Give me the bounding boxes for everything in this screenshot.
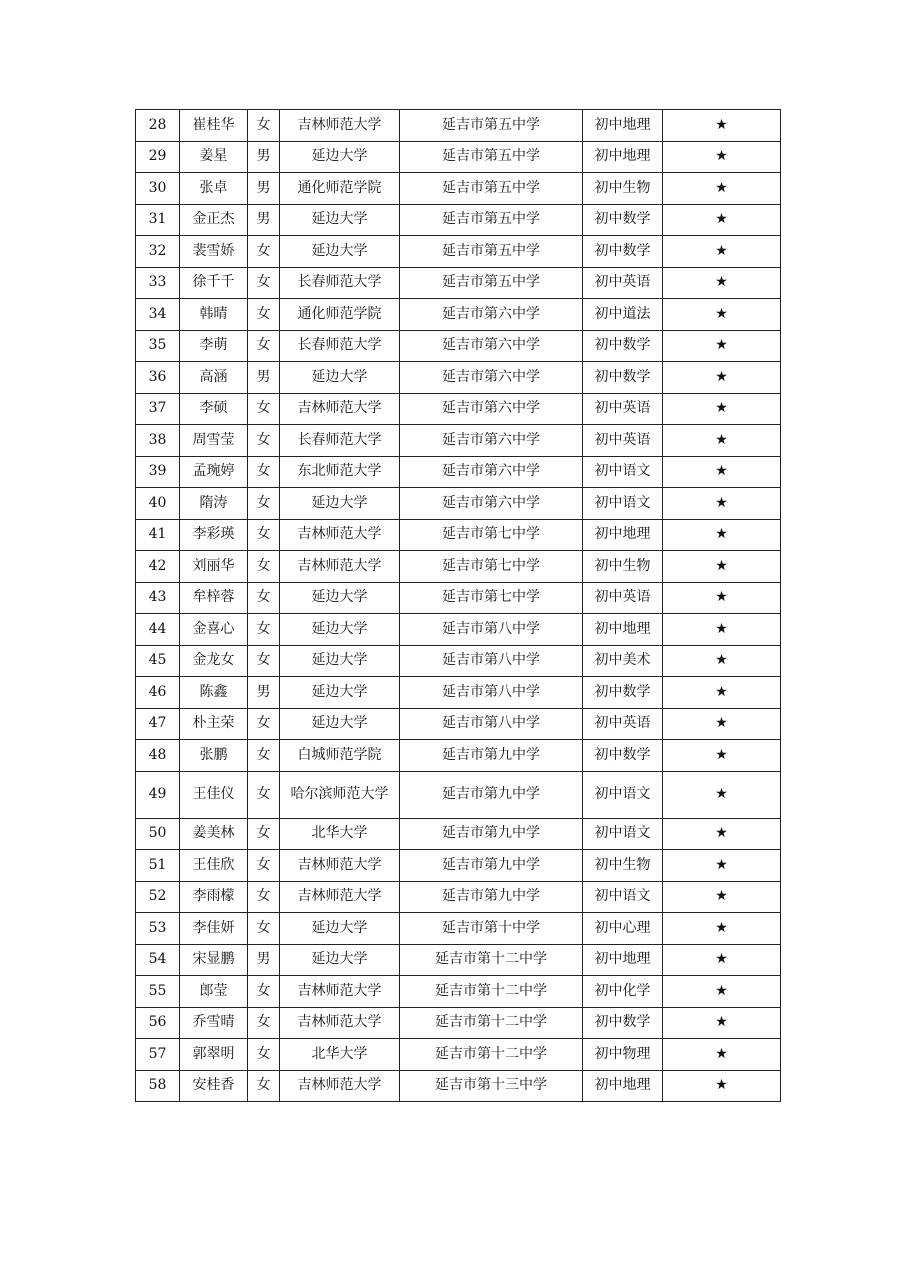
table-row: [136, 976, 781, 1008]
teacher-name: 乔雪晴: [180, 1007, 248, 1039]
star-mark: ★: [663, 173, 781, 205]
teacher-gender: 男: [248, 141, 280, 173]
graduate-university: 通化师范学院: [280, 299, 400, 331]
table-row: [136, 850, 781, 882]
graduate-university: 延边大学: [280, 913, 400, 945]
row-number: 55: [136, 976, 180, 1008]
graduate-university: 长春师范大学: [280, 267, 400, 299]
star-mark: ★: [663, 551, 781, 583]
graduate-university: 北华大学: [280, 818, 400, 850]
assigned-school: 延吉市第七中学: [400, 519, 583, 551]
assigned-school: 延吉市第七中学: [400, 551, 583, 583]
table-row: [136, 110, 781, 142]
assigned-school: 延吉市第六中学: [400, 362, 583, 394]
teaching-subject: 初中数学: [583, 330, 663, 362]
assigned-school: 延吉市第五中学: [400, 204, 583, 236]
assigned-school: 延吉市第六中学: [400, 299, 583, 331]
table-row: [136, 582, 781, 614]
graduate-university: 延边大学: [280, 204, 400, 236]
graduate-university: 延边大学: [280, 614, 400, 646]
assigned-school: 延吉市第五中学: [400, 236, 583, 268]
teaching-subject: 初中数学: [583, 236, 663, 268]
teaching-subject: 初中英语: [583, 393, 663, 425]
table-row: [136, 299, 781, 331]
table-row: [136, 881, 781, 913]
table-row: [136, 362, 781, 394]
graduate-university: 延边大学: [280, 944, 400, 976]
teacher-name: 高涵: [180, 362, 248, 394]
teaching-subject: 初中英语: [583, 582, 663, 614]
teacher-name: 裴雪娇: [180, 236, 248, 268]
table-row: [136, 677, 781, 709]
graduate-university: 延边大学: [280, 708, 400, 740]
teaching-subject: 初中英语: [583, 267, 663, 299]
teacher-gender: 女: [248, 913, 280, 945]
star-mark: ★: [663, 393, 781, 425]
star-mark: ★: [663, 677, 781, 709]
teacher-gender: 女: [248, 330, 280, 362]
graduate-university: 延边大学: [280, 236, 400, 268]
teacher-gender: 女: [248, 614, 280, 646]
graduate-university: 吉林师范大学: [280, 110, 400, 142]
assigned-school: 延吉市第十二中学: [400, 976, 583, 1008]
table-row: [136, 236, 781, 268]
star-mark: ★: [663, 1007, 781, 1039]
teacher-gender: 女: [248, 551, 280, 583]
assigned-school: 延吉市第六中学: [400, 425, 583, 457]
row-number: 50: [136, 818, 180, 850]
star-mark: ★: [663, 141, 781, 173]
table-row: [136, 1007, 781, 1039]
row-number: 41: [136, 519, 180, 551]
teacher-name: 王佳欣: [180, 850, 248, 882]
teacher-name: 姜美林: [180, 818, 248, 850]
row-number: 43: [136, 582, 180, 614]
assigned-school: 延吉市第七中学: [400, 582, 583, 614]
teacher-name: 孟琬婷: [180, 456, 248, 488]
teacher-gender: 女: [248, 519, 280, 551]
teaching-subject: 初中美术: [583, 645, 663, 677]
teaching-subject: 初中数学: [583, 362, 663, 394]
star-mark: ★: [663, 850, 781, 882]
assigned-school: 延吉市第八中学: [400, 708, 583, 740]
star-mark: ★: [663, 204, 781, 236]
teacher-name: 李雨檬: [180, 881, 248, 913]
teaching-subject: 初中心理: [583, 913, 663, 945]
table-row: [136, 771, 781, 818]
teacher-gender: 男: [248, 944, 280, 976]
teacher-gender: 女: [248, 976, 280, 1008]
assigned-school: 延吉市第六中学: [400, 456, 583, 488]
teacher-gender: 女: [248, 425, 280, 457]
teacher-gender: 女: [248, 456, 280, 488]
assigned-school: 延吉市第六中学: [400, 330, 583, 362]
teaching-subject: 初中数学: [583, 740, 663, 772]
teacher-name: 李萌: [180, 330, 248, 362]
row-number: 40: [136, 488, 180, 520]
teacher-name: 刘丽华: [180, 551, 248, 583]
teacher-name: 张鹏: [180, 740, 248, 772]
assigned-school: 延吉市第八中学: [400, 645, 583, 677]
assigned-school: 延吉市第十三中学: [400, 1070, 583, 1102]
teacher-gender: 女: [248, 582, 280, 614]
table-row: [136, 488, 781, 520]
teaching-subject: 初中地理: [583, 141, 663, 173]
table-row: [136, 645, 781, 677]
graduate-university: 白城师范学院: [280, 740, 400, 772]
graduate-university: 吉林师范大学: [280, 850, 400, 882]
graduate-university: 长春师范大学: [280, 425, 400, 457]
row-number: 30: [136, 173, 180, 205]
teacher-gender: 女: [248, 393, 280, 425]
teacher-gender: 女: [248, 1039, 280, 1071]
teacher-gender: 女: [248, 110, 280, 142]
row-number: 44: [136, 614, 180, 646]
row-number: 46: [136, 677, 180, 709]
graduate-university: 延边大学: [280, 677, 400, 709]
teacher-gender: 女: [248, 645, 280, 677]
teacher-gender: 女: [248, 740, 280, 772]
graduate-university: 延边大学: [280, 645, 400, 677]
row-number: 56: [136, 1007, 180, 1039]
assigned-school: 延吉市第九中学: [400, 771, 583, 818]
teacher-name: 韩晴: [180, 299, 248, 331]
teacher-name: 朴主荣: [180, 708, 248, 740]
table-row: [136, 425, 781, 457]
teaching-subject: 初中生物: [583, 850, 663, 882]
assigned-school: 延吉市第十二中学: [400, 1007, 583, 1039]
star-mark: ★: [663, 1070, 781, 1102]
star-mark: ★: [663, 582, 781, 614]
teaching-subject: 初中数学: [583, 1007, 663, 1039]
table-row: [136, 708, 781, 740]
row-number: 54: [136, 944, 180, 976]
graduate-university: 通化师范学院: [280, 173, 400, 205]
star-mark: ★: [663, 236, 781, 268]
teaching-subject: 初中生物: [583, 173, 663, 205]
table-row: [136, 393, 781, 425]
assigned-school: 延吉市第八中学: [400, 614, 583, 646]
table-row: [136, 551, 781, 583]
teacher-gender: 男: [248, 677, 280, 709]
table-row: [136, 740, 781, 772]
table-row: [136, 913, 781, 945]
row-number: 53: [136, 913, 180, 945]
assigned-school: 延吉市第九中学: [400, 740, 583, 772]
teaching-subject: 初中语文: [583, 881, 663, 913]
row-number: 32: [136, 236, 180, 268]
teacher-gender: 女: [248, 488, 280, 520]
teaching-subject: 初中数学: [583, 204, 663, 236]
row-number: 38: [136, 425, 180, 457]
teacher-gender: 男: [248, 362, 280, 394]
teacher-name: 李硕: [180, 393, 248, 425]
graduate-university: 长春师范大学: [280, 330, 400, 362]
teacher-gender: 女: [248, 1070, 280, 1102]
row-number: 52: [136, 881, 180, 913]
teaching-subject: 初中地理: [583, 944, 663, 976]
teacher-name: 姜星: [180, 141, 248, 173]
teaching-subject: 初中地理: [583, 519, 663, 551]
assigned-school: 延吉市第九中学: [400, 881, 583, 913]
teaching-subject: 初中化学: [583, 976, 663, 1008]
roster-body: [136, 110, 781, 1102]
table-row: [136, 204, 781, 236]
teaching-subject: 初中地理: [583, 614, 663, 646]
teacher-name: 周雪莹: [180, 425, 248, 457]
teacher-gender: 女: [248, 267, 280, 299]
graduate-university: 吉林师范大学: [280, 1070, 400, 1102]
teaching-subject: 初中地理: [583, 110, 663, 142]
row-number: 28: [136, 110, 180, 142]
graduate-university: 延边大学: [280, 582, 400, 614]
teacher-gender: 男: [248, 173, 280, 205]
teacher-name: 金正杰: [180, 204, 248, 236]
teacher-name: 郎莹: [180, 976, 248, 1008]
star-mark: ★: [663, 425, 781, 457]
teaching-subject: 初中生物: [583, 551, 663, 583]
graduate-university: 吉林师范大学: [280, 393, 400, 425]
teacher-name: 金喜心: [180, 614, 248, 646]
graduate-university: 哈尔滨师范大学: [280, 771, 400, 818]
star-mark: ★: [663, 488, 781, 520]
graduate-university: 北华大学: [280, 1039, 400, 1071]
teacher-gender: 女: [248, 236, 280, 268]
table-row: [136, 519, 781, 551]
star-mark: ★: [663, 913, 781, 945]
table-row: [136, 818, 781, 850]
star-mark: ★: [663, 944, 781, 976]
table-row: [136, 456, 781, 488]
star-mark: ★: [663, 771, 781, 818]
teacher-gender: 女: [248, 818, 280, 850]
row-number: 47: [136, 708, 180, 740]
star-mark: ★: [663, 881, 781, 913]
assigned-school: 延吉市第八中学: [400, 677, 583, 709]
row-number: 33: [136, 267, 180, 299]
row-number: 58: [136, 1070, 180, 1102]
teacher-name: 牟梓蓉: [180, 582, 248, 614]
teacher-name: 郭翠明: [180, 1039, 248, 1071]
teacher-gender: 女: [248, 771, 280, 818]
row-number: 29: [136, 141, 180, 173]
star-mark: ★: [663, 645, 781, 677]
row-number: 34: [136, 299, 180, 331]
table-row: [136, 614, 781, 646]
row-number: 48: [136, 740, 180, 772]
graduate-university: 吉林师范大学: [280, 519, 400, 551]
teacher-name: 安桂香: [180, 1070, 248, 1102]
star-mark: ★: [663, 1039, 781, 1071]
star-mark: ★: [663, 267, 781, 299]
row-number: 51: [136, 850, 180, 882]
teaching-subject: 初中数学: [583, 677, 663, 709]
teacher-name: 张卓: [180, 173, 248, 205]
table-row: [136, 1070, 781, 1102]
teaching-subject: 初中英语: [583, 425, 663, 457]
graduate-university: 延边大学: [280, 362, 400, 394]
table-row: [136, 141, 781, 173]
assigned-school: 延吉市第六中学: [400, 393, 583, 425]
row-number: 49: [136, 771, 180, 818]
row-number: 36: [136, 362, 180, 394]
row-number: 42: [136, 551, 180, 583]
teaching-subject: 初中语文: [583, 488, 663, 520]
assigned-school: 延吉市第九中学: [400, 818, 583, 850]
teacher-name: 崔桂华: [180, 110, 248, 142]
teacher-name: 陈鑫: [180, 677, 248, 709]
row-number: 39: [136, 456, 180, 488]
teacher-name: 隋涛: [180, 488, 248, 520]
assigned-school: 延吉市第五中学: [400, 173, 583, 205]
assigned-school: 延吉市第五中学: [400, 141, 583, 173]
star-mark: ★: [663, 519, 781, 551]
table-row: [136, 173, 781, 205]
assigned-school: 延吉市第九中学: [400, 850, 583, 882]
graduate-university: 延边大学: [280, 141, 400, 173]
graduate-university: 吉林师范大学: [280, 881, 400, 913]
teaching-subject: 初中语文: [583, 456, 663, 488]
teacher-gender: 女: [248, 299, 280, 331]
teacher-gender: 男: [248, 204, 280, 236]
teacher-name: 李彩瑛: [180, 519, 248, 551]
assigned-school: 延吉市第五中学: [400, 110, 583, 142]
table-row: [136, 267, 781, 299]
assigned-school: 延吉市第五中学: [400, 267, 583, 299]
teacher-name: 金龙女: [180, 645, 248, 677]
teacher-name: 李佳妍: [180, 913, 248, 945]
assigned-school: 延吉市第六中学: [400, 488, 583, 520]
teacher-name: 王佳仪: [180, 771, 248, 818]
star-mark: ★: [663, 299, 781, 331]
table-row: [136, 944, 781, 976]
graduate-university: 延边大学: [280, 488, 400, 520]
row-number: 37: [136, 393, 180, 425]
row-number: 57: [136, 1039, 180, 1071]
assigned-school: 延吉市第十二中学: [400, 944, 583, 976]
table-row: [136, 1039, 781, 1071]
assigned-school: 延吉市第十中学: [400, 913, 583, 945]
row-number: 31: [136, 204, 180, 236]
row-number: 45: [136, 645, 180, 677]
row-number: 35: [136, 330, 180, 362]
star-mark: ★: [663, 362, 781, 394]
star-mark: ★: [663, 708, 781, 740]
teaching-subject: 初中物理: [583, 1039, 663, 1071]
teacher-gender: 女: [248, 1007, 280, 1039]
teacher-gender: 女: [248, 708, 280, 740]
graduate-university: 吉林师范大学: [280, 976, 400, 1008]
teaching-subject: 初中语文: [583, 818, 663, 850]
teacher-gender: 女: [248, 881, 280, 913]
teaching-subject: 初中道法: [583, 299, 663, 331]
star-mark: ★: [663, 740, 781, 772]
graduate-university: 吉林师范大学: [280, 1007, 400, 1039]
teacher-gender: 女: [248, 850, 280, 882]
teaching-subject: 初中语文: [583, 771, 663, 818]
star-mark: ★: [663, 456, 781, 488]
table-row: [136, 330, 781, 362]
assigned-school: 延吉市第十二中学: [400, 1039, 583, 1071]
star-mark: ★: [663, 614, 781, 646]
teacher-roster-table: [135, 109, 781, 1102]
teacher-name: 宋显鹏: [180, 944, 248, 976]
teaching-subject: 初中地理: [583, 1070, 663, 1102]
teacher-name: 徐千千: [180, 267, 248, 299]
star-mark: ★: [663, 110, 781, 142]
star-mark: ★: [663, 330, 781, 362]
teaching-subject: 初中英语: [583, 708, 663, 740]
star-mark: ★: [663, 976, 781, 1008]
graduate-university: 东北师范大学: [280, 456, 400, 488]
star-mark: ★: [663, 818, 781, 850]
graduate-university: 吉林师范大学: [280, 551, 400, 583]
